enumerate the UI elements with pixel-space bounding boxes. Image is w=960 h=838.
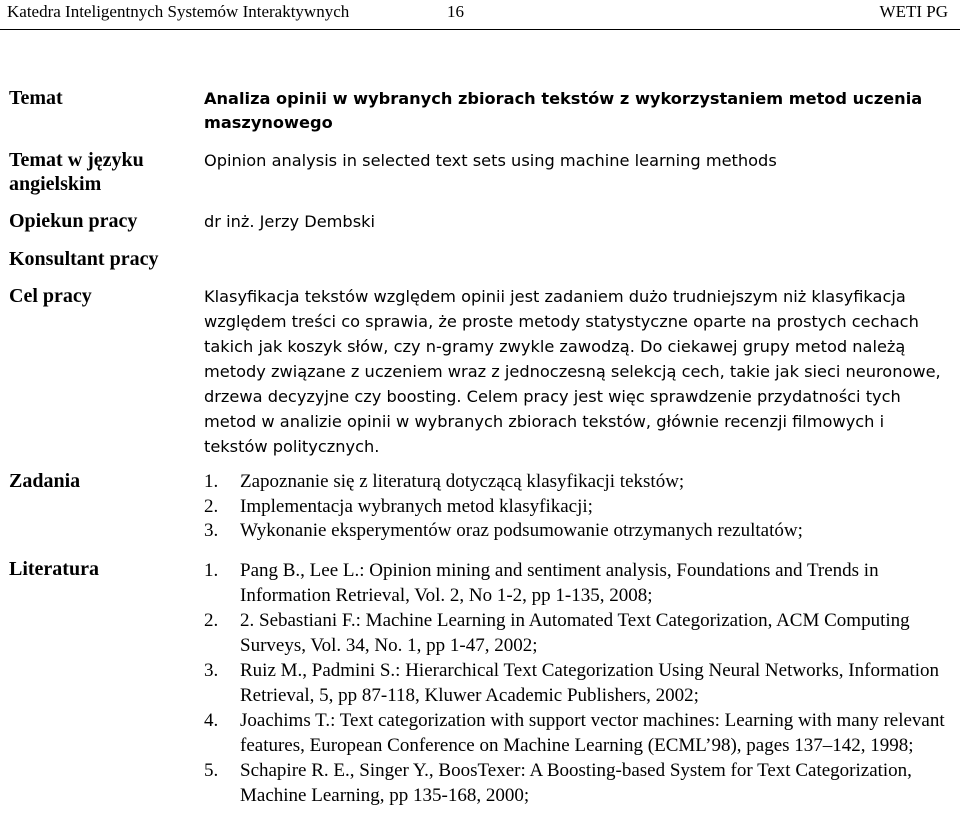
faculty-name: WETI PG <box>879 2 948 21</box>
item-text: Ruiz M., Padmini S.: Hierarchical Text Categorization Using Neural Networks, Information Retrieval, 5, pp 87-118, Kluwer Academic Publishers, 2002; <box>240 660 940 706</box>
item-text: Schapire R. E., Singer Y., BoosTexer: A Boosting-based System for Text Categorization, Machine Learning, pp 135-168, 2000; <box>240 760 912 806</box>
list-item <box>204 758 949 808</box>
list-item <box>204 558 949 608</box>
references-list <box>204 558 949 808</box>
topic-label: Temat <box>9 87 63 109</box>
list-item <box>204 470 949 495</box>
topic-value: Analiza opinii w wybranych zbiorach tekstów z wykorzystaniem metod uczenia maszynowego <box>204 89 923 132</box>
consultant-label: Konsultant pracy <box>9 248 159 270</box>
tasks-list <box>204 470 949 544</box>
item-text: 2. Sebastiani F.: Machine Learning in Automated Text Categorization, ACM Computing Surveys, Vol. 34, No. 1, pp 1-47, 2002; <box>240 610 910 656</box>
item-text: Pang B., Lee L.: Opinion mining and sentiment analysis, Foundations and Trends in Information Retrieval, Vol. 2, No 1-2, pp 1-135, 2008; <box>240 560 879 606</box>
item-number: 5. <box>204 760 219 781</box>
list-item <box>204 658 949 708</box>
item-text: Zapoznanie się z literaturą dotyczącą klasyfikacji tekstów; <box>240 471 685 492</box>
department-name: Katedra Inteligentnych Systemów Interaktywnych <box>7 2 350 21</box>
goal-value: Klasyfikacja tekstów względem opinii jest zadaniem dużo trudniejszym niż klasyfikacja względem treści co sprawia, że proste metody statystyczne oparte na prostych cechach takich jak koszyk słów, czy n-gramy zwykle zawodzą. Do ciekawej grupy metod należą metody związane z uczeniem wraz z jednoczesną selekcją cech, takie jak sieci neuronowe, drzewa decyzyjne czy boosting. Celem pracy jest więc sprawdzenie przydatności tych metod w analizie opinii w wybranych zbiorach tekstów, głównie recenzji filmowych i tekstów politycznych. <box>204 287 941 456</box>
list-item <box>204 519 949 544</box>
list-item <box>204 708 949 758</box>
item-number: 4. <box>204 710 219 731</box>
item-number: 3. <box>204 660 219 681</box>
item-text: Wykonanie eksperymentów oraz podsumowanie otrzymanych rezultatów; <box>240 520 803 541</box>
topic-en-label: Temat w języku angielskim <box>9 149 144 195</box>
supervisor-value: dr inż. Jerzy Dembski <box>204 212 376 231</box>
references-label: Literatura <box>9 558 99 580</box>
item-text: Implementacja wybranych metod klasyfikacji; <box>240 495 593 517</box>
header-divider <box>0 29 960 30</box>
item-number: 2. <box>204 495 219 517</box>
supervisor-label: Opiekun pracy <box>9 210 138 232</box>
page-header <box>0 0 960 25</box>
list-item <box>204 495 949 520</box>
goal-label: Cel pracy <box>9 285 92 307</box>
item-text: Joachims T.: Text categorization with support vector machines: Learning with many relevant features, European Conference on Machine Learning (ECML’98), pages 137–142, 1998; <box>240 710 945 756</box>
item-number: 1. <box>204 560 219 581</box>
item-number: 3. <box>204 520 219 541</box>
tasks-label: Zadania <box>9 470 81 492</box>
topic-en-value: Opinion analysis in selected text sets using machine learning methods <box>204 151 777 170</box>
item-number: 1. <box>204 471 219 492</box>
list-item <box>204 608 949 658</box>
item-number: 2. <box>204 610 219 631</box>
page-number: 16 <box>447 2 464 21</box>
